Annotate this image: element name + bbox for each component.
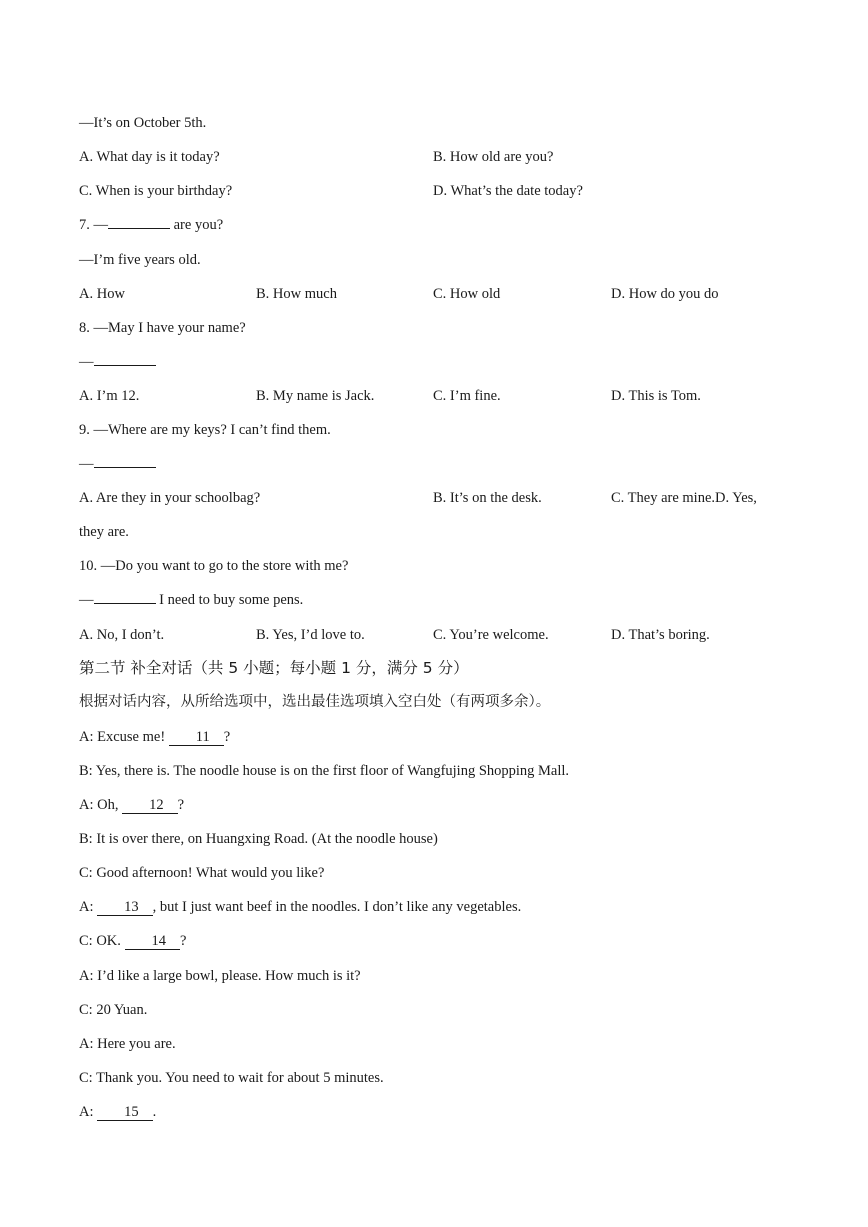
dialogue-line-1-text: A: Excuse me! (79, 729, 169, 745)
q8-prompt: 8. —May I have your name? (79, 320, 246, 336)
q10-suffix: I need to buy some pens. (155, 592, 304, 608)
dialogue-line-12-end: . (152, 1104, 157, 1120)
q7-option-c: C. How old (433, 286, 501, 302)
q10-option-a: A. No, I don’t. (79, 627, 165, 643)
dialogue-line-6 (79, 897, 521, 917)
q8-option-a: A. I’m 12. (79, 388, 140, 404)
q9-prompt: 9. —Where are my keys? I can’t find them. (79, 422, 331, 438)
q9-response (79, 454, 156, 474)
dialogue-line-7-text: C: OK. (79, 933, 125, 949)
q8-dash: — (79, 354, 94, 370)
q8-response (79, 352, 156, 372)
q6-option-b: B. How old are you? (433, 149, 554, 165)
q6-option-a: A. What day is it today? (79, 149, 220, 165)
q7-prompt-prefix: 7. — (79, 217, 108, 233)
dialogue-line-8: A: I’d like a large bowl, please. How much is it? (79, 968, 361, 984)
dialogue-line-7 (79, 931, 186, 951)
dialogue-line-11: C: Thank you. You need to wait for about 5 minutes. (79, 1070, 384, 1086)
q7-option-b: B. How much (256, 286, 337, 302)
q8-option-c: C. I’m fine. (433, 388, 501, 404)
dialogue-line-1-end: ? (223, 729, 231, 745)
dialogue-line-12-text: A: (79, 1104, 98, 1120)
q9-option-a: A. Are they in your schoolbag? (79, 490, 261, 506)
q9-option-continuation: they are. (79, 524, 129, 540)
dialogue-line-7-end: ? (180, 933, 187, 949)
q7-prompt-suffix: are you? (170, 217, 224, 233)
blank-15: 15 (97, 1104, 153, 1121)
q10-blank (94, 603, 156, 604)
q10-dash: — (79, 592, 94, 608)
dialogue-line-2: B: Yes, there is. The noodle house is on the first floor of Wangfujing Shopping Mall. (79, 763, 570, 779)
dialogue-line-3 (79, 795, 184, 815)
blank-13: 13 (97, 899, 153, 916)
q7-option-a: A. How (79, 286, 125, 302)
q7-answer: —I’m five years old. (79, 252, 201, 268)
q6-option-c: C. When is your birthday? (79, 183, 233, 199)
q7-blank (108, 228, 170, 229)
blank-11: 11 (169, 729, 224, 746)
blank-14: 14 (125, 933, 181, 950)
dialogue-line-6-text: A: (79, 899, 98, 915)
dialogue-line-9: C: 20 Yuan. (79, 1002, 148, 1018)
dialogue-line-4: B: It is over there, on Huangxing Road. (At the noodle house) (79, 831, 438, 847)
q10-option-b: B. Yes, I’d love to. (256, 627, 365, 643)
dialogue-line-5: C: Good afternoon! What would you like? (79, 865, 325, 881)
q8-option-d: D. This is Tom. (611, 388, 701, 404)
q10-response (79, 590, 303, 610)
q7-prompt (79, 215, 223, 235)
section2-title: 第二节 补全对话（共 5 小题；每小题 1 分，满分 5 分） (79, 659, 469, 677)
q10-option-c: C. You’re welcome. (433, 627, 549, 643)
q9-dash: — (79, 456, 94, 472)
q8-blank (94, 365, 156, 366)
dialogue-line-1 (79, 727, 230, 747)
dialogue-line-12 (79, 1102, 156, 1122)
dialogue-line-3-end: ? (177, 797, 185, 813)
q9-blank (94, 467, 156, 468)
section2-instruction: 根据对话内容，从所给选项中，选出最佳选项填入空白处（有两项多余）。 (79, 694, 551, 710)
dialogue-line-6-end: , but I just want beef in the noodles. I don’t like any vegetables. (152, 899, 522, 915)
q10-option-d: D. That’s boring. (611, 627, 710, 643)
dialogue-line-3-text: A: Oh, (79, 797, 123, 813)
q9-option-c-d: C. They are mine.D. Yes, (611, 490, 757, 506)
q10-prompt: 10. —Do you want to go to the store with me? (79, 558, 349, 574)
q6-option-d: D. What’s the date today? (433, 183, 583, 199)
dialogue-line-10: A: Here you are. (79, 1036, 176, 1052)
q6-answer: —It’s on October 5th. (79, 115, 207, 131)
q9-option-b: B. It’s on the desk. (433, 490, 542, 506)
q8-option-b: B. My name is Jack. (256, 388, 375, 404)
blank-12: 12 (122, 797, 178, 814)
q7-option-d: D. How do you do (611, 286, 719, 302)
